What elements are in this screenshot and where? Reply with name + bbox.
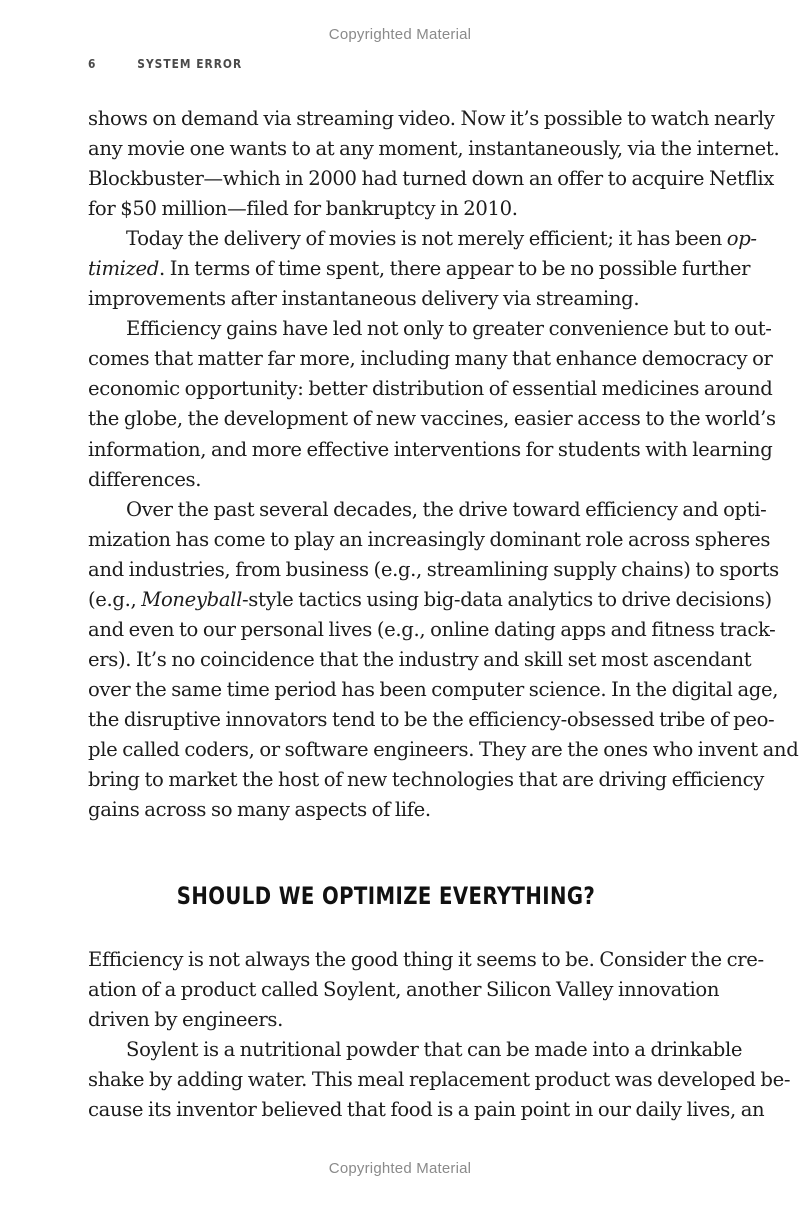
text-segment: Today the delivery of movies is not merely efficient; it has been — [126, 227, 727, 251]
text-line: mization has come to play an increasingly dominant role across spheres — [88, 527, 771, 551]
text-line: the disruptive innovators tend to be the efficiency-obsessed tribe of peo- — [88, 707, 775, 731]
text-line — [88, 224, 757, 254]
text-line — [88, 585, 772, 615]
text-line: driven by engineers. — [88, 1008, 284, 1032]
section-heading: SHOULD WE OPTIMIZE EVERYTHING? — [176, 882, 596, 910]
text-line: Blockbuster—which in 2000 had turned down an offer to acquire Netflix — [88, 167, 775, 191]
text-line: for $50 million—filed for bankruptcy in 2010. — [88, 197, 518, 221]
text-line: differences. — [88, 467, 202, 491]
text-line: shows on demand via streaming video. Now it’s possible to watch nearly — [88, 107, 775, 130]
text-line: Soylent is a nutritional powder that can be made into a drinkable — [126, 1038, 743, 1062]
text-line: economic opportunity: better distribution of essential medicines around — [88, 377, 773, 401]
text-line: Over the past several decades, the drive toward efficiency and opti- — [126, 497, 767, 521]
body-text-top — [88, 104, 799, 825]
text-segment: -style tactics using big-data analytics to drive decisions) — [242, 587, 772, 611]
text-line: the globe, the development of new vaccines, easier access to the world’s — [88, 407, 776, 431]
text-line: ation of a product called Soylent, another Silicon Valley innovation — [88, 978, 720, 1002]
text-line: improvements after instantaneous delivery via streaming. — [88, 287, 640, 311]
paragraph — [88, 224, 757, 314]
page-number: 6 — [88, 56, 97, 71]
text-line: any movie one wants to at any moment, instantaneously, via the internet. — [88, 137, 780, 161]
text-line: comes that matter far more, including many that enhance democracy or — [88, 347, 773, 371]
italic-text: Moneyball — [141, 587, 243, 611]
italic-text: op- — [726, 227, 757, 251]
paragraph — [88, 314, 776, 494]
text-line: bring to market the host of new technologies that are driving efficiency — [88, 768, 764, 792]
italic-text: timized — [88, 257, 159, 281]
body-text-lower — [88, 945, 791, 1125]
text-segment: . In terms of time spent, there appear to be no possible further — [159, 257, 751, 281]
book-title: SYSTEM ERROR — [137, 56, 243, 71]
text-line: ers). It’s no coincidence that the industry and skill set most ascendant — [88, 647, 752, 671]
paragraph — [88, 104, 780, 224]
paragraph — [88, 1035, 791, 1125]
text-line: information, and more effective interventions for students with learning — [88, 437, 773, 461]
text-line: shake by adding water. This meal replacement product was developed be- — [88, 1068, 791, 1092]
paragraph — [88, 495, 799, 826]
text-line — [88, 254, 751, 284]
text-line: and even to our personal lives (e.g., online dating apps and fitness track- — [88, 617, 776, 641]
running-head — [88, 56, 242, 71]
paragraph — [88, 945, 764, 1035]
text-line: and industries, from business (e.g., streamlining supply chains) to sports — [88, 557, 779, 581]
copyright-watermark-bottom: Copyrighted Material — [328, 1160, 472, 1177]
text-line: ple called coders, or software engineers. They are the ones who invent and — [88, 737, 799, 761]
text-line: Efficiency gains have led not only to greater convenience but to out- — [126, 317, 772, 341]
text-line: over the same time period has been computer science. In the digital age, — [88, 677, 779, 701]
copyright-watermark-top: Copyrighted Material — [328, 26, 472, 43]
text-line: gains across so many aspects of life. — [88, 798, 431, 822]
text-line: cause its inventor believed that food is a pain point in our daily lives, an — [88, 1098, 765, 1122]
text-line: Efficiency is not always the good thing it seems to be. Consider the cre- — [88, 948, 764, 971]
text-segment: (e.g., — [88, 587, 142, 611]
